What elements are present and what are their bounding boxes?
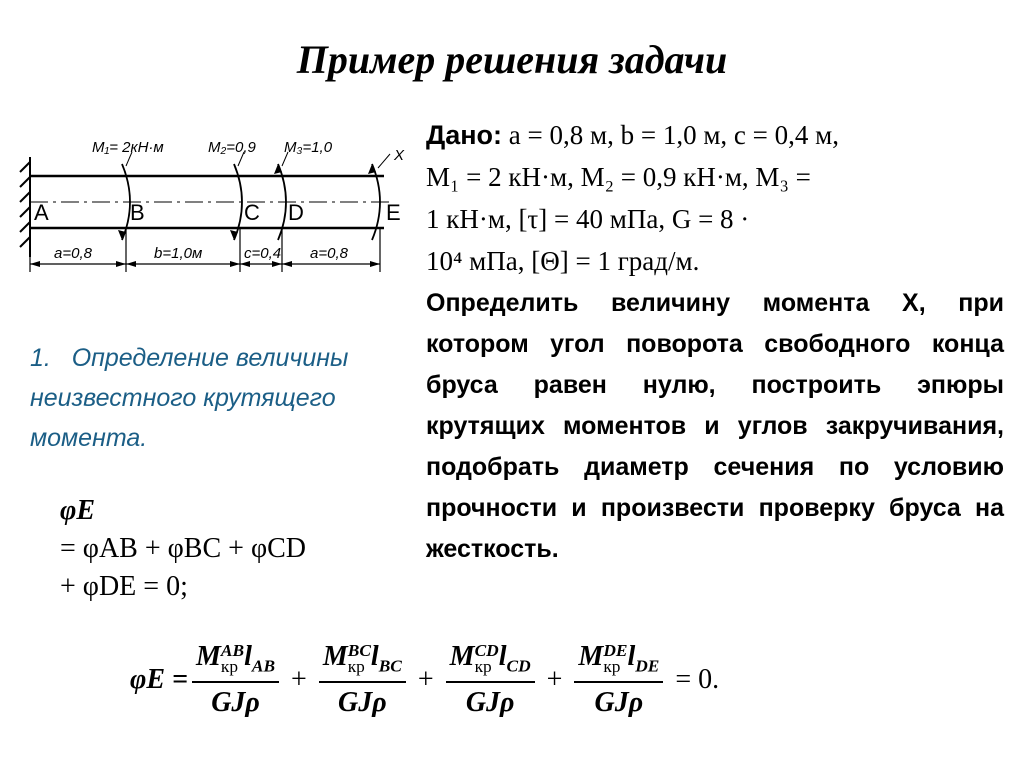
given-line-1 [426,114,1006,156]
dim-label-de: a=0,8 [310,245,348,262]
formula-tail: = 0. [675,664,720,695]
fixed-support [20,157,30,257]
dim-label-ab: a=0,8 [54,245,92,262]
moment-label-x: X [394,147,405,164]
shaft-diagram [12,122,412,297]
denominator: GJρ [594,686,644,718]
step-text: Определение величины неизвестного крутящего момента. [30,344,349,452]
fraction-ab: M AB кр $l_{AB}$ GJρ [192,641,279,719]
point-b: B [130,200,145,225]
point-c: C [244,200,260,225]
moment-label-m3: M₃=1,0 [284,139,333,156]
equation-line-3: + φDE = 0; [60,571,188,602]
formula-lhs: φE = [130,664,189,695]
point-d: D [288,200,304,225]
moment-label-m2: M₂=0,9 [208,139,256,156]
fraction-bc: M BC кр $l_{BC}$ GJρ [319,641,406,719]
equation-line-1: φE [60,495,96,526]
given-line-2: M₁ = 2 кН·м, M₂ = 0,9 кН·м, M₃ = [426,162,811,192]
dim-label-cd: c=0,4 [244,245,282,262]
moment-leaders [126,152,390,168]
given-line-3: 1 кН·м, [τ] = 40 мПа, G = 8 · [426,204,750,234]
denominator: GJρ [465,686,515,718]
moment-label-m1: M₁= 2кН·м [92,139,164,156]
point-e: E [386,200,401,225]
given-line-1-text: a = 0,8 м, b = 1,0 м, c = 0,4 м, [502,120,839,150]
given-line-4: 10⁴ мПа, [Θ] = 1 град/м. [426,246,700,276]
task-statement: Определить величину момента X, при котором угол поворота свободного конца бруса равен нулю, построить эпюры крутящих моментов и углов закручивания, подобрать диаметр сечения по условию прочности и произвести проверку бруса на жесткость. [426,289,1004,563]
fraction-cd: M CD кр $l_{CD}$ GJρ [446,641,535,719]
denominator: GJρ [338,686,387,718]
page-title: Пример решения задачи [296,37,728,82]
denominator: GJρ [211,686,260,718]
given-data [426,114,1006,282]
point-a: A [34,200,49,225]
equation-angle-formula: φE = M AB кр $l_{AB}$ GJρ + M BC кр $l_{BC}$ GJρ + M CD кр $l_{CD}$ GJρ + M DE кр $l_{DE}$ GJρ = 0. [130,641,720,718]
equation-angle-sum [60,492,306,606]
step-number: 1. [30,344,51,372]
dim-label-bc: b=1,0м [154,245,203,262]
shaft-body [30,176,392,228]
step-1-heading [30,338,400,458]
given-label: Дано: [426,120,503,150]
equation-line-2: = φAB + φBC + φCD [60,533,306,564]
fraction-de: M DE кр $l_{DE}$ GJρ [574,641,663,719]
